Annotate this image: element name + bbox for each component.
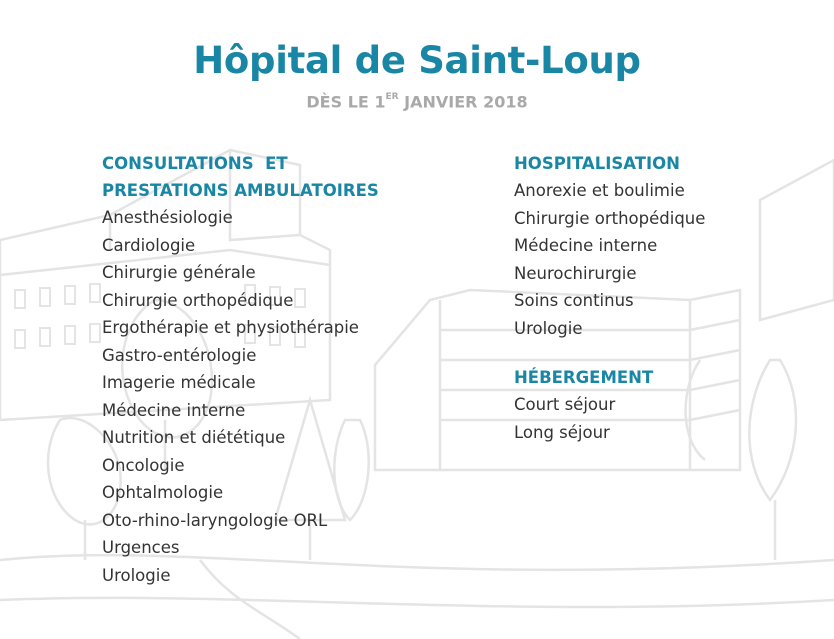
hospitalisation-list [514, 177, 814, 342]
hebergement-section [514, 364, 814, 446]
list-item: Ergothérapie et physiothérapie [102, 318, 359, 337]
consultations-heading [102, 150, 462, 204]
list-item: Court séjour [514, 395, 616, 414]
list-item: Nutrition et diététique [102, 428, 286, 447]
list-item: Ophtalmologie [102, 483, 224, 502]
page-title: Hôpital de Saint-Loup [193, 39, 641, 82]
right-column [514, 150, 814, 446]
consultations-section [102, 150, 462, 589]
consultations-heading-line2: PRESTATIONS AMBULATOIRES [102, 181, 379, 200]
hospitalisation-section [514, 150, 814, 342]
list-item: Chirurgie générale [102, 263, 256, 282]
page-subtitle-date [0, 89, 834, 112]
list-item: Neurochirurgie [514, 263, 637, 283]
subtitle-prefix: DÈS LE 1 [306, 92, 386, 112]
consultations-list [102, 204, 462, 589]
hebergement-list [514, 391, 814, 446]
list-item: Urgences [102, 538, 180, 557]
list-item: Chirurgie orthopédique [102, 290, 294, 310]
list-item: Médecine interne [102, 400, 246, 420]
list-item: Soins continus [514, 291, 634, 310]
list-item: Urologie [102, 565, 171, 585]
list-item: Oncologie [102, 455, 185, 475]
list-item: Imagerie médicale [102, 373, 256, 392]
list-item: Cardiologie [102, 235, 196, 255]
subtitle-superscript: ER [385, 92, 399, 102]
hospitalisation-heading: HOSPITALISATION [514, 154, 680, 173]
list-item: Médecine interne [514, 236, 658, 255]
subtitle-suffix: JANVIER 2018 [398, 92, 528, 112]
list-item: Long séjour [514, 422, 610, 442]
list-item: Chirurgie orthopédique [514, 208, 706, 228]
consultations-heading-line1: CONSULTATIONS ET [102, 154, 288, 173]
list-item: Urologie [514, 318, 583, 338]
hebergement-heading: HÉBERGEMENT [514, 368, 654, 387]
section-spacer [514, 342, 814, 364]
list-item: Anesthésiologie [102, 208, 233, 227]
list-item: Gastro-entérologie [102, 345, 257, 365]
list-item: Anorexie et boulimie [514, 181, 685, 200]
list-item: Oto-rhino-laryngologie ORL [102, 510, 328, 530]
